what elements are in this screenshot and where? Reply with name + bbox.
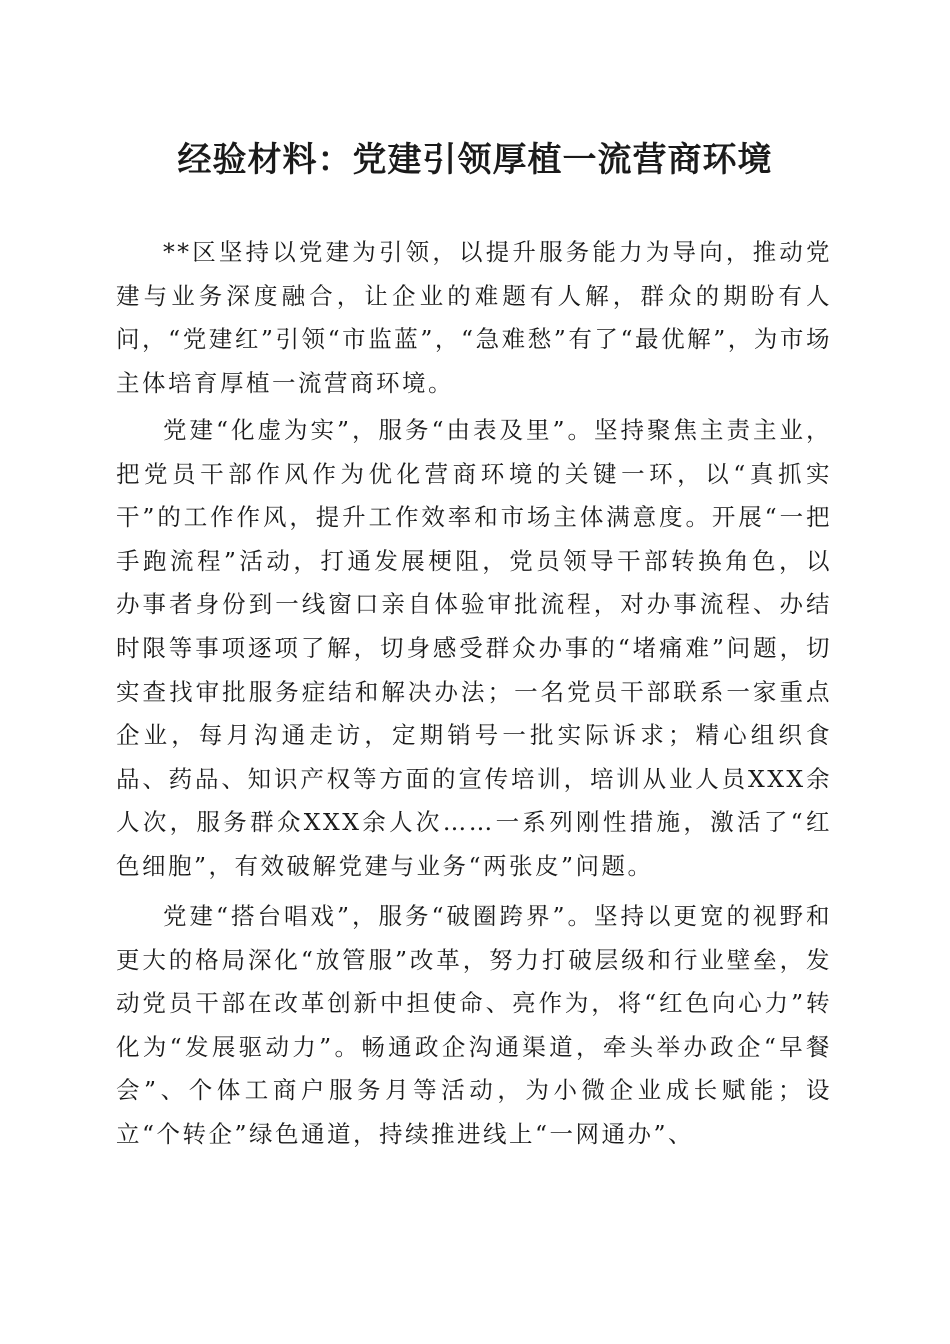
paragraph-section-2: 党建“搭台唱戏”，服务“破圈跨界”。坚持以更宽的视野和更大的格局深化“放管服”改革，努力打破层级和行业壁垒，发动党员干部在改革创新中担使命、亮作为，将“红色向心力”转化为“发展驱动力”。畅通政企沟通渠道，牵头举办政企“早餐会”、个体工商户服务月等活动，为小微企业成长赋能；设立“个转企”绿色通道，持续推进线上“一网通办”、 bbox=[116, 902, 832, 1148]
document-title: 经验材料：党建引领厚植一流营商环境 bbox=[177, 140, 773, 180]
paragraph-section-1: 党建“化虚为实”，服务“由表及里”。坚持聚焦主责主业，把党员干部作风作为优化营商环境的关键一环，以“真抓实干”的工作作风，提升工作效率和市场主体满意度。开展“一把手跑流程”活动，打通发展梗阻，党员领导干部转换角色，以办事者身份到一线窗口亲自体验审批流程，对办事流程、办结时限等事项逐项了解，切身感受群众办事的“堵痛难”问题，切实查找审批服务症结和解决办法；一名党员干部联系一家重点企业，每月沟通走访，定期销号一批实际诉求；精心组织食品、药品、知识产权等方面的宣传培训，培训从业人员XXX余人次，服务群众XXX余人次……一系列刚性措施，激活了“红色细胞”，有效破解党建与业务“两张皮”问题。 bbox=[116, 416, 832, 880]
paragraph-intro: **区坚持以党建为引领，以提升服务能力为导向，推动党建与业务深度融合，让企业的难题有人解，群众的期盼有人问，“党建红”引领“市监蓝”，“急难愁”有了“最优解”，为市场主体培育厚植一流营商环境。 bbox=[116, 238, 832, 397]
